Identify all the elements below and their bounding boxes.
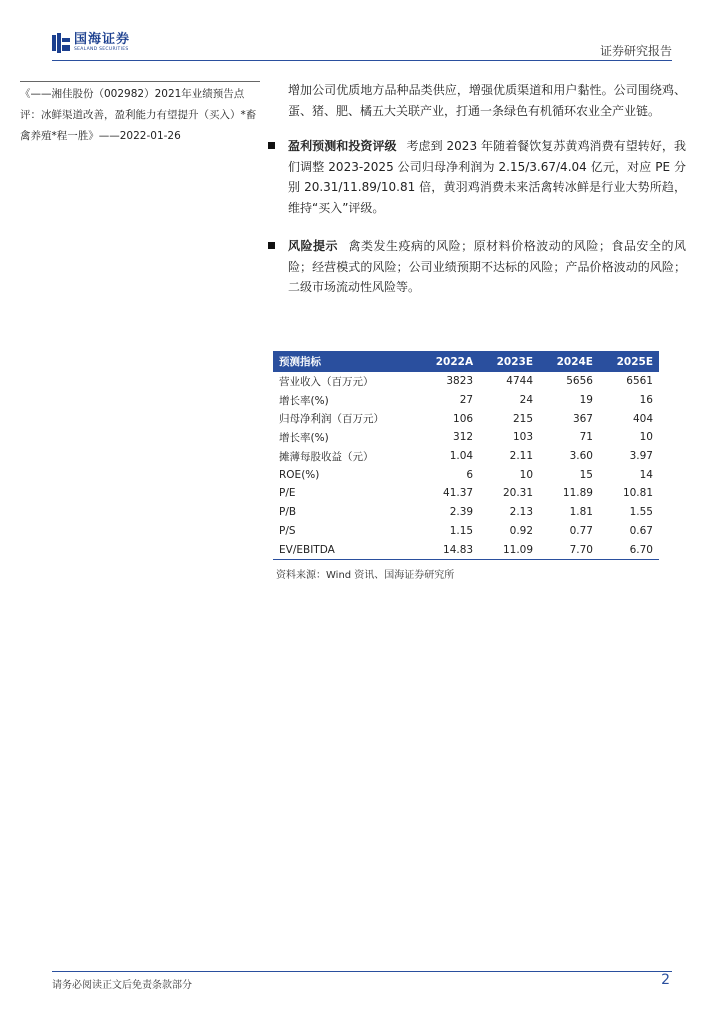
table-cell: 1.55 [629,506,653,519]
risk-text: 禽类发生疫病的风险；原材料价格波动的风险；食品安全的风险；经营模式的风险；公司业绩预期不达标的风险；产品价格波动的风险；二级市场流动性风险等。 [288,239,686,294]
forecast-bullet [288,136,686,218]
table-cell: 215 [512,412,534,425]
forecast-text: 考虑到 2023 年随着餐饮复苏黄鸡消费有望转好，我们调整 2023-2025 公司归母净利润为 2.15/3.67/4.04 亿元，对应 PE 分别 20.31/11.89/10.81 倍，黄羽鸡消费未来活禽转冰鲜是行业大势所趋，维持“买入”评级。 [288,139,686,215]
report-type-label: 证券研究报告 [599,44,672,58]
table-cell: 19 [579,394,593,407]
column-header: 2023E [479,351,539,372]
table-cell: 0.77 [569,524,593,537]
row-label: 增长率(%) [279,431,329,444]
table-cell: 404 [632,412,653,425]
table-row [273,503,659,522]
table-cell: 14 [639,468,653,481]
table-row [273,428,659,447]
table-cell: 106 [453,412,474,425]
row-label: 摊薄每股收益（元） [279,450,374,463]
forecast-title: 盈利预测和投资评级 [288,139,397,153]
row-label: P/S [279,524,296,537]
table-cell: 1.81 [569,506,593,519]
table-cell: 11.09 [479,540,539,559]
page-number: 2 [661,972,670,988]
table-cell: 14.83 [418,540,479,559]
company-logo [52,33,130,53]
table-cell: 2.11 [509,450,534,463]
row-label: ROE(%) [279,468,320,481]
column-header: 2025E [599,351,659,372]
row-label: 营业收入（百万元） [279,375,374,388]
table-source-note: 资料来源：Wind 资讯、国海证券研究所 [276,570,455,581]
table-cell: 6561 [626,375,653,388]
table-cell: 0.92 [509,524,534,537]
table-cell: 41.37 [443,487,474,500]
table-cell: 6 [466,468,474,481]
forecast-table [273,351,659,560]
sealand-logo-icon [52,33,70,53]
table-cell: 3.60 [569,450,593,463]
table-cell: 2.13 [509,506,534,519]
table-row [273,522,659,541]
row-label: EV/EBITDA [273,540,418,559]
table-cell: 10 [519,468,534,481]
column-header: 预测指标 [273,351,418,372]
risk-title: 风险提示 [288,239,339,253]
table-cell: 2.39 [449,506,474,519]
table-cell: 4744 [506,375,534,388]
table-cell: 3.97 [629,450,653,463]
logo-chinese-name: 国海证券 [74,32,131,48]
table-row [273,447,659,466]
footer-divider [52,971,672,972]
table-cell: 16 [639,394,653,407]
table-row [273,391,659,410]
header-divider [52,60,672,61]
row-label: P/B [279,506,297,519]
table-row [273,409,659,428]
main-text-column [288,80,686,298]
table-cell: 312 [453,431,474,444]
table-cell: 15 [579,468,593,481]
table-cell: 7.70 [539,540,599,559]
table-cell: 103 [512,431,534,444]
intro-paragraph: 增加公司优质地方品种品类供应，增强优质渠道和用户黏性。公司围绕鸡、蛋、猪、肥、橘五大关联产业，打通一条绿色有机循环农业全产业链。 [288,83,686,118]
column-header: 2024E [539,351,599,372]
bullet-square-icon [268,242,275,249]
logo-english-name: SEALAND SECURITIES [74,47,129,53]
table-cell: 0.67 [629,524,653,537]
table-row [273,484,659,503]
table-cell: 71 [579,431,593,444]
table-cell: 367 [572,412,593,425]
table-cell: 10 [639,431,653,444]
table-row [273,540,659,559]
table-cell: 20.31 [502,487,534,500]
table-row [273,372,659,391]
table-cell: 27 [459,394,474,407]
table-row [273,465,659,484]
table-header-row [273,351,659,372]
disclaimer-note: 请务必阅读正文后免责条款部分 [52,980,192,991]
table-cell: 10.81 [622,487,653,500]
table-cell: 11.89 [562,487,593,500]
bullet-square-icon [268,142,275,149]
table-cell: 5656 [566,375,593,388]
table-cell: 24 [519,394,534,407]
row-label: P/E [279,487,296,500]
row-label: 归母净利润（百万元） [279,413,384,426]
risk-bullet [288,236,686,298]
table-cell: 1.15 [449,524,474,537]
row-label: 增长率(%) [279,394,329,407]
table-cell: 6.70 [599,540,659,559]
table-cell: 3823 [446,375,474,388]
table-cell: 1.04 [449,450,474,463]
column-header: 2022A [418,351,479,372]
related-report-citation: 《——湘佳股份（002982）2021年业绩预告点评：冰鲜渠道改善，盈利能力有望提升（买入）*畜禽养殖*程一胜》——2022-01-26 [20,81,260,147]
